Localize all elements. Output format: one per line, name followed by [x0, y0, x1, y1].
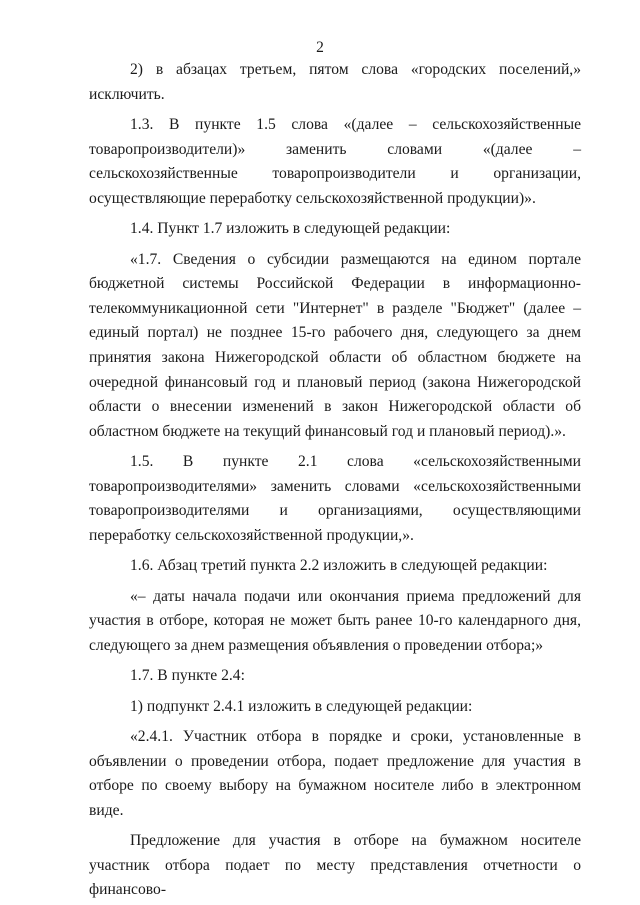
paragraph: 1.3. В пункте 1.5 слова «(далее – сельскохозяйственные товаропроизводители)» заменить словами «(далее – сельскохозяйственные товаропроизводители и организации, осуществляющие переработку сельскохозяйственной продукции)». — [89, 115, 581, 207]
paragraph: «1.7. Сведения о субсидии размещаются на едином портале бюджетной системы Российской Федерации в информационно-телекоммуникационной сети "Интернет" в разделе "Бюджет" (далее – единый портал) не позднее 15-го рабочего дня, следующего за днем принятия закона Нижегородской области об областном бюджете на очередной финансовый год и плановый период (закона Нижегородской области о внесении изменений в закон Нижегородской области об областном бюджете на текущий финансовый год и плановый период).». — [89, 250, 581, 440]
page-number: 2 — [316, 39, 324, 56]
paragraph: 1.6. Абзац третий пункта 2.2 изложить в следующей редакции: — [130, 557, 548, 575]
paragraph: 1) подпункт 2.4.1 изложить в следующей редакции: — [130, 697, 473, 715]
paragraph: «– даты начала подачи или окончания приема предложений для участия в отборе, которая не может быть ранее 10-го календарного дня, следующего за днем размещения объявления о проведении отбора;» — [89, 587, 581, 654]
paragraph: «2.4.1. Участник отбора в порядке и сроки, установленные в объявлении о проведении отбора, подает предложение для участия в отборе по своему выбору на бумажном носителе либо в электронном виде. — [89, 728, 581, 819]
paragraph: 1.4. Пункт 1.7 изложить в следующей редакции: — [130, 220, 451, 238]
paragraph: Предложение для участия в отборе на бумажном носителе участник отбора подает по месту представления отчетности о финансово- — [89, 832, 581, 899]
paragraph: 1.7. В пункте 2.4: — [130, 667, 245, 685]
document-body — [89, 58, 581, 903]
paragraph: 2) в абзацах третьем, пятом слова «городских поселений,» исключить. — [89, 61, 581, 103]
paragraph: 1.5. В пункте 2.1 слова «сельскохозяйственными товаропроизводителями» заменить словами «сельскохозяйственными товаропроизводителями и организациями, осуществляющими переработку сельскохозяйственной продукции,». — [89, 453, 581, 544]
